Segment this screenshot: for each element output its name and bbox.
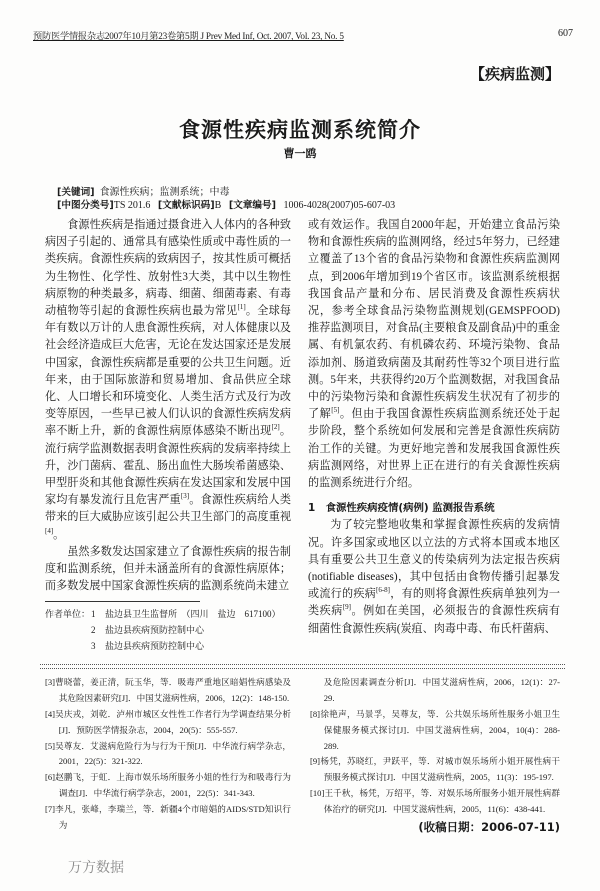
- paragraph-text: 。但由于我国食源性疾病监测系统还处于起步阶段，整个系统如何发展和完善是食源性疾病防治工作的关键。为更好地完善和发展我国食源性疾病监测网络，对世界上正在进行的有关食源性疾病的监测系统进行介绍。: [308, 408, 560, 490]
- paragraph-text: 。全球每年有数以万计的人患食源性疾病，对人体健康以及社会经济造成巨大危害，无论在发达国家还是发展中国家，食源性疾病都是重要的公共卫生问题。近年来，由于国际旅游和贸易增加、食品供应全球化、人口增长和环境变化、人类生活方式及行为改变等原因，一些早已被人们认识的食源性疾病发病率不断上升，新的食源性病原体感染不断出现: [45, 305, 291, 438]
- received-date: (收稿日期：2006-07-11): [418, 819, 560, 834]
- paragraph-text: 。例如在美国，必须报告的食源性疾病有细菌性食源性疾病(炭疽、肉毒中毒、布氏杆菌病、: [308, 605, 560, 635]
- body-paragraph: [308, 517, 560, 637]
- citation-marker: [9]: [342, 603, 352, 612]
- paragraph-text: 。: [53, 528, 65, 541]
- paragraph-text: 食源性疾病是指通过摄食进入人体内的各种致病因子引起的、通常具有感染性质或中毒性质的一类疾病。食源性疾病的致病因子，按其性质可概括为生物性、化学性、放射性3大类，其中以生物性病原物的种类最多，病毒、细菌、细菌毒素、有毒动植物等引起的食源性疾病也最为常见: [45, 219, 291, 318]
- left-column: [45, 217, 291, 654]
- affiliation-number: 2: [91, 625, 96, 636]
- paragraph-text: 。流行病学监测数据表明食源性疾病的发病率持续上升，沙门菌病、霍乱、肠出血性大肠埃希菌感染、甲型肝炎和其他食源性疾病在发达国家和发展中国家均有暴发流行且危害严重: [45, 425, 291, 507]
- clc-label: [中图分类号]: [57, 200, 114, 211]
- section-tag: 【疾病监测】: [469, 65, 560, 83]
- affiliation-item: [45, 622, 291, 638]
- reference-item: [5]吴尊友．艾滋病危险行为与行为干预[J]．中华流行病学杂志，2001，22(5)：321-322.: [45, 740, 291, 767]
- page-number: 607: [558, 28, 573, 39]
- affiliation-item: [45, 638, 291, 654]
- doc-code-value: B: [214, 200, 222, 211]
- footnote-rule: [45, 601, 200, 602]
- watermark: 万方数据: [68, 861, 124, 877]
- section-heading: 1 食源性疾病疫情(病例) 监测报告系统: [308, 502, 495, 515]
- body-row: [45, 217, 560, 654]
- keywords-line: [57, 183, 230, 198]
- references-separator: [40, 664, 565, 669]
- affiliation-label: 作者单位：: [45, 609, 91, 620]
- clc-value: TS 201.6: [113, 200, 151, 211]
- body-column-right: [308, 217, 560, 638]
- citation-marker: [4]: [45, 526, 54, 535]
- reference-item: [9]杨凭，苏晓红，尹跃平，等．对城市娱乐场所小姐开展性病干预服务模式探讨[J]．中国艾滋病性病，2005，11(3)：195-197.: [310, 756, 560, 783]
- citation-marker: [3]: [180, 492, 190, 501]
- body-column-left: [45, 217, 291, 595]
- keywords-label: [关键词]: [57, 187, 95, 198]
- paragraph-text: ，有的则将食源性疾病单独列为一类疾病: [308, 588, 560, 618]
- reference-item: [6]赵鹏飞，于虹．上海市娱乐场所服务小姐的性行为和吸毒行为调查[J]．中华流行病学杂志，2001，22(5)：341-343.: [45, 772, 291, 799]
- paragraph-text: 虽然多数发达国家建立了食源性疾病的报告制度和监测系统，但并未涵盖所有的食源性病原体；而多数发展中国家食源性疾病的监测系统尚未建立: [45, 545, 291, 593]
- keywords: 食源性疾病；监测系统；中毒: [99, 187, 230, 198]
- paragraph-text: 。食源性疾病给人类带来的巨大威胁应该引起公共卫生部门的高度重视: [45, 494, 291, 524]
- citation-marker: [6-8]: [376, 586, 390, 595]
- affiliation-number: 1: [91, 609, 96, 620]
- affiliation-text: 盐边县疾病预防控制中心: [105, 625, 205, 636]
- classification-line: [57, 197, 395, 211]
- references-left: [45, 675, 291, 833]
- reference-item: [4]吴庆戎，刘乾．泸州市城区女性性工作者行为学调查结果分析[J]．预防医学情报杂志，2004，20(5)：555-557.: [45, 709, 291, 735]
- reference-item: [10]王千秋，杨凭，万绍平，等．对娱乐场所服务小姐开展性病群体治疗的研究[J]．中国艾滋病性病，2005，11(6)：438-441.: [310, 788, 560, 814]
- article-title: 食源性疾病监测系统简介: [179, 118, 421, 142]
- running-head: 预防医学情报杂志2007年10月第23卷第5期 J Prev Med Inf, Oct. 2007, Vol. 23, No. 5: [33, 31, 344, 41]
- references-row: [45, 675, 560, 835]
- citation-marker: [1]: [237, 303, 246, 312]
- paragraph-text: 为了较完整地收集和掌握食源性疾病的发病情况。许多国家或地区以立法的方式将本国或本地区具有重要公共卫生意义的传染病列为法定报告疾病(notifiable diseases)，其中包括由食物传播引起暴发或流行的疾病: [308, 519, 560, 601]
- affiliation-number: 3: [91, 641, 96, 652]
- affiliation-item: [45, 606, 291, 622]
- article-main: [45, 217, 560, 891]
- reference-item: [8]徐艳声，马景孚，吴尊友，等．公共娱乐场所性服务小姐卫生保健服务模式探讨[J]．中国艾滋病性病，2004，10(4)：288-289.: [310, 709, 560, 751]
- author-affiliations: [45, 606, 291, 654]
- citation-marker: [5]: [331, 406, 340, 415]
- article-no-label: [文章编号]: [228, 200, 276, 211]
- article-author: 曹一鸥: [283, 148, 317, 160]
- body-paragraph: [308, 217, 560, 492]
- reference-item: [7]李凡，张峰，李瑞兰，等．新疆4个市暗娼的AIDS/STD知识行为: [45, 803, 291, 830]
- references-right: [310, 675, 560, 835]
- reference-item: [3]曹晓蕾，姜正清，阮玉华，等．吸毒严重地区暗娼性病感染及其危险因素研究[J]．中国艾滋病性病，2006，12(2)：148-150.: [45, 677, 291, 704]
- article-no-value: 1006-4028(2007)05-607-03: [283, 200, 396, 211]
- affiliation-text: 盐边县卫生监督所 （四川 盐边 617100）: [105, 609, 281, 620]
- doc-code-label: [文献标识码]: [157, 200, 215, 211]
- body-paragraph: [45, 544, 291, 596]
- reference-item: 及危险因素调查分析[J]．中国艾滋病性病，2006，12(1)：27-29.: [323, 677, 560, 704]
- affiliation-text: 盐边县疾病预防控制中心: [105, 641, 205, 652]
- paragraph-text: 或有效运作。我国自2000年起，开始建立食品污染物和食源性疾病的监测网络，经过5年努力，已经建立覆盖了13个省的食品污染物和食源性疾病监测网点，到2006年增加到19个省区市。该监测系统根据我国食品产量和分布、居民消费及食源性疾病状况，参考全球食品污染物监测规划(GEMSPFOOD)推荐监测项目，对食品(主要粮食及副食品)中的重金属、有机氯农药、有机磷农药、环境污染物、食品添加剂、肠道致病菌及其耐药性等32个项目进行监测。5年来，共获得约20万个监测数据，对我国食品中的污染物污染和食源性疾病发生状况有了初步的了解: [308, 219, 560, 421]
- body-paragraph: [45, 217, 291, 544]
- citation-marker: [2]: [271, 423, 280, 432]
